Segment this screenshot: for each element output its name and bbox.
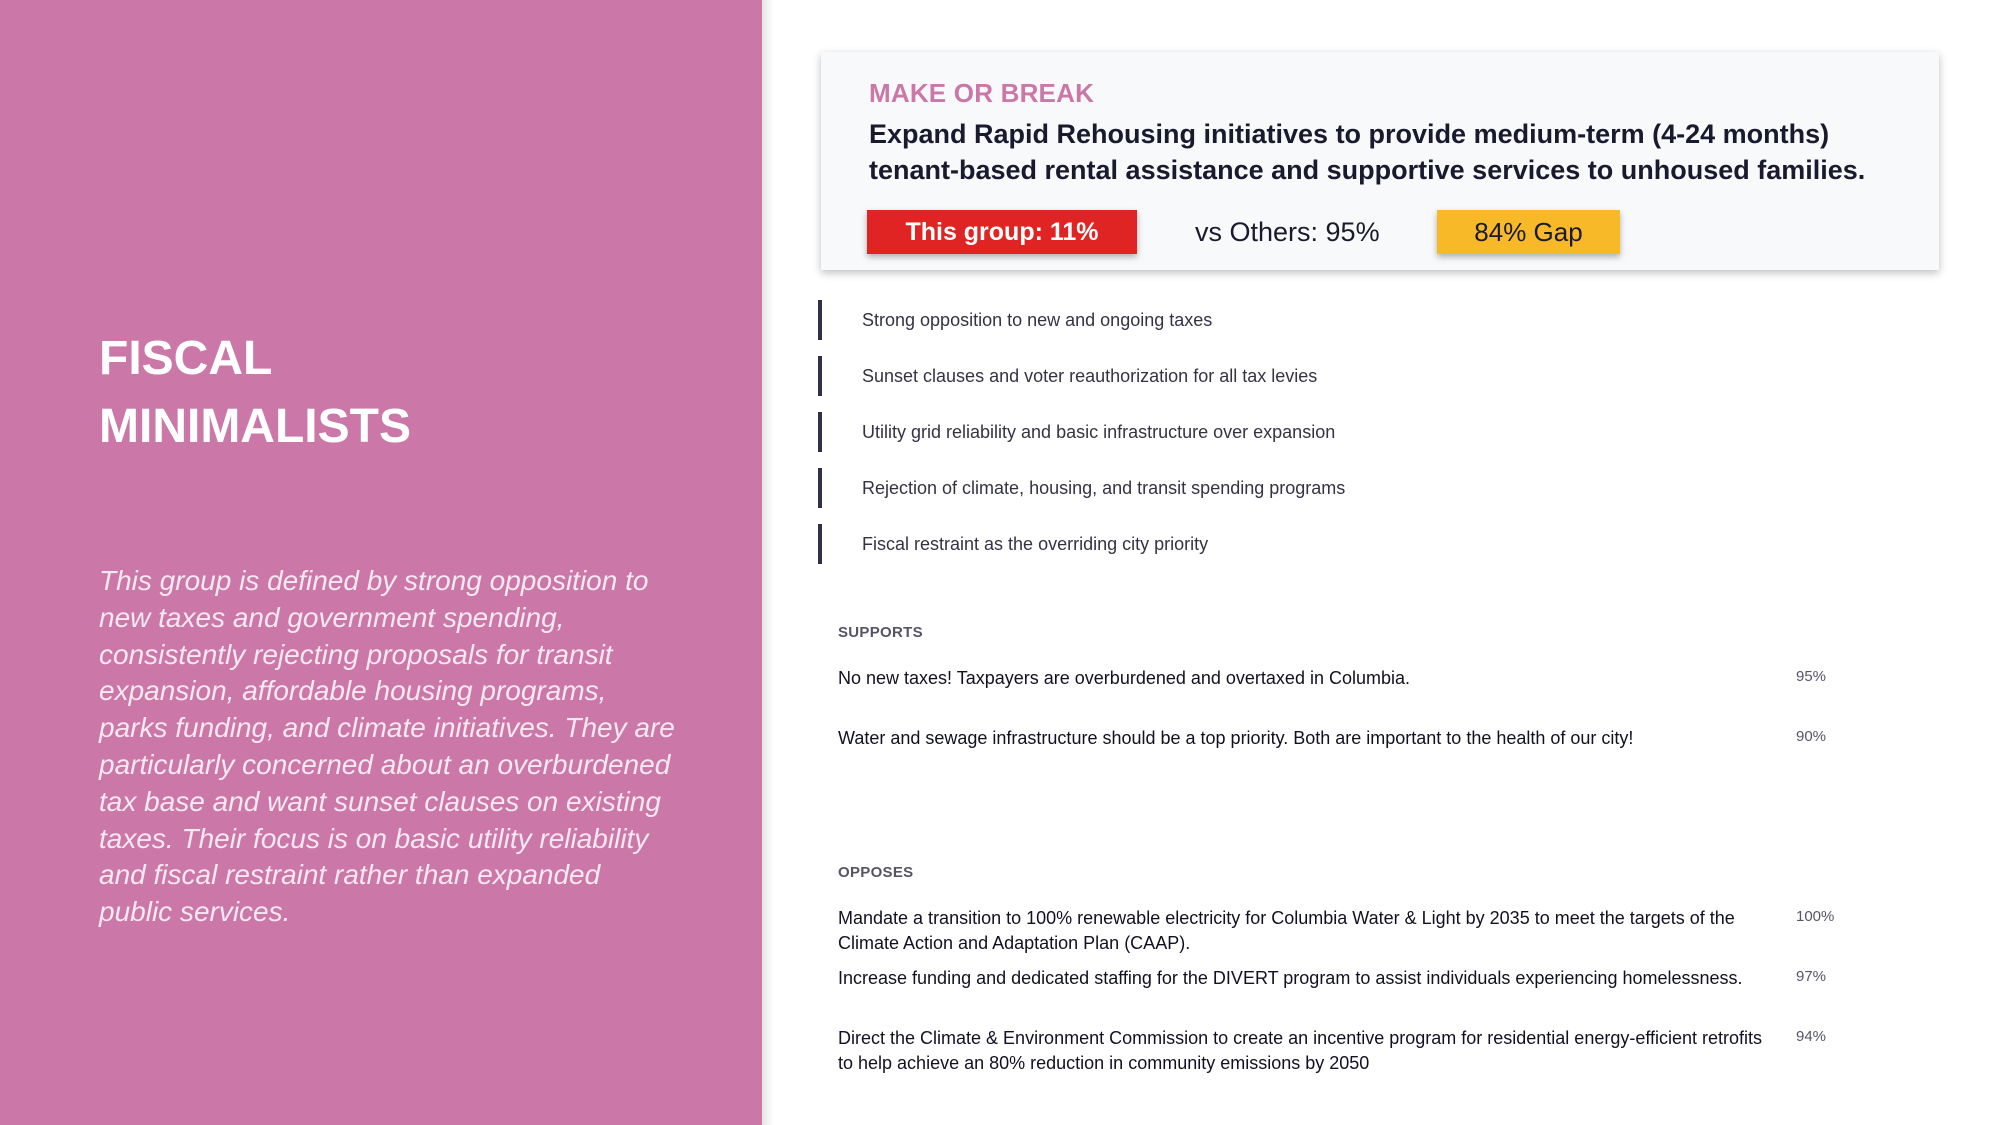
key-point: [818, 468, 1918, 508]
card-label: MAKE OR BREAK: [869, 78, 1095, 108]
card-statement: Expand Rapid Rehousing initiatives to provide medium-term (4-24 months) tenant-based rental assistance and supportive services to unhoused families.: [869, 119, 1866, 185]
key-point-text: Rejection of climate, housing, and transit spending programs: [862, 477, 1346, 498]
panel-divider: [762, 0, 774, 1125]
key-point-text: Strong opposition to new and ongoing taxes: [862, 309, 1213, 330]
key-point: [818, 300, 1918, 340]
support-statement: Water and sewage infrastructure should be a top priority. Both are important to the health of our city!: [838, 728, 1634, 748]
key-point-text: Fiscal restraint as the overriding city priority: [862, 533, 1209, 554]
group-percent-badge: This group: 11%: [867, 210, 1137, 254]
key-point: [818, 524, 1918, 564]
others-percent: vs Others: 95%: [1195, 216, 1380, 247]
key-points-list: [818, 300, 1918, 580]
group-title: [99, 325, 699, 461]
point-bar: [818, 412, 822, 452]
oppose-statement: Direct the Climate & Environment Commission to create an incentive program for residential energy-efficient retrofits to help achieve an 80% reduction in community emissions by 2050: [838, 1028, 1763, 1073]
point-bar: [818, 300, 822, 340]
oppose-percent: 97%: [1796, 968, 1827, 985]
support-percent: 90%: [1796, 728, 1827, 745]
support-percent: 95%: [1796, 668, 1827, 685]
make-or-break-card: [821, 52, 1939, 270]
point-bar: [818, 524, 822, 564]
oppose-percent: 100%: [1796, 908, 1835, 925]
oppose-statement: Increase funding and dedicated staffing for the DIVERT program to assist individuals experiencing homelessness.: [838, 968, 1743, 988]
oppose-percent: 94%: [1796, 1028, 1827, 1045]
supports-heading: SUPPORTS: [838, 624, 923, 641]
key-point: [818, 356, 1918, 396]
point-bar: [818, 468, 822, 508]
key-point-text: Sunset clauses and voter reauthorization for all tax levies: [862, 365, 1318, 386]
opposes-heading: OPPOSES: [838, 864, 914, 881]
oppose-statement: Mandate a transition to 100% renewable electricity for Columbia Water & Light by 2035 to meet the targets of the Climate Action and Adaptation Plan (CAAP).: [838, 908, 1735, 953]
support-statement: No new taxes! Taxpayers are overburdened and overtaxed in Columbia.: [838, 668, 1411, 688]
point-bar: [818, 356, 822, 396]
group-title-line-1: FISCAL: [99, 332, 273, 385]
key-point-text: Utility grid reliability and basic infrastructure over expansion: [862, 421, 1336, 442]
group-description: This group is defined by strong opposition to new taxes and government spending, consistently rejecting proposals for transit expansion, affordable housing programs, parks funding, and climate initiatives. They are particularly concerned about an overburdened tax base and want sunset clauses on existing taxes. Their focus is on basic utility reliability and fiscal restraint rather than expanded public services.: [99, 565, 675, 928]
gap-badge: 84% Gap: [1437, 210, 1620, 254]
key-point: [818, 412, 1918, 452]
left-panel: [0, 0, 762, 1125]
group-title-line-2: MINIMALISTS: [99, 400, 411, 453]
